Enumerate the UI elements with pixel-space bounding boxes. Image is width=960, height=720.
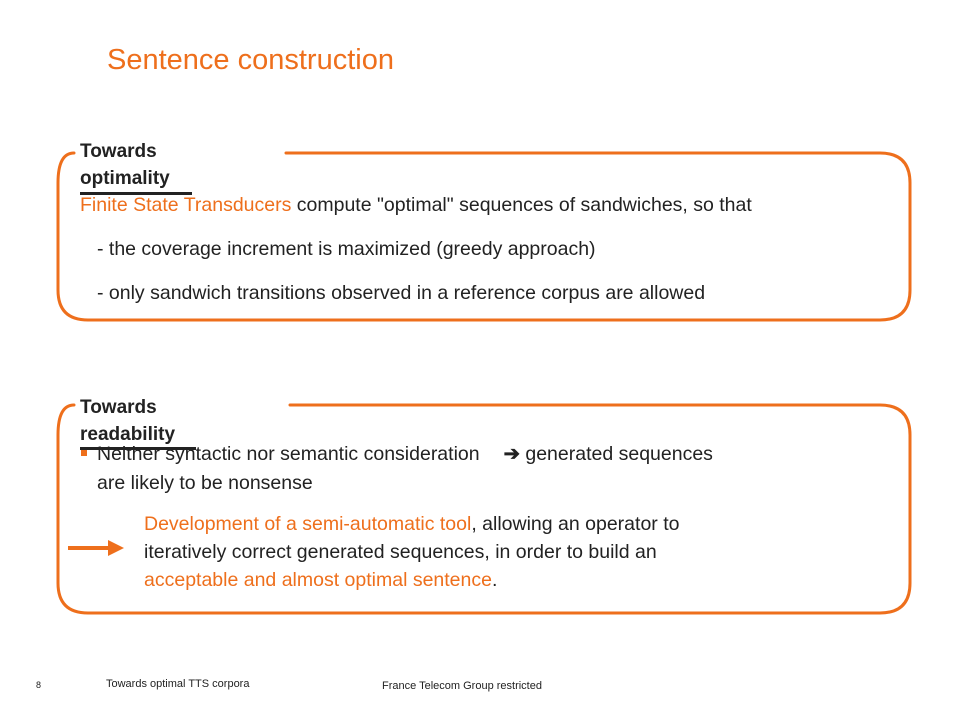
- bullet-square-icon: [81, 450, 87, 456]
- section1-highlight: Finite State Transducers: [80, 194, 292, 216]
- section1-label: Towards optimality: [80, 141, 170, 189]
- section1-line1: [80, 191, 752, 219]
- footer-classification: France Telecom Group restricted: [382, 680, 542, 692]
- section2-bullet-text-a: Neither syntactic nor semantic consideration: [97, 443, 480, 465]
- section2-bullet-line2: are likely to be nonsense: [97, 472, 313, 494]
- section2-bullet-text-b: generated sequences: [519, 443, 713, 465]
- section2-dev-rest-3: .: [491, 569, 498, 591]
- section2-dev-line2: iteratively correct generated sequences, in order to build an: [144, 541, 657, 563]
- double-arrow-icon: ➔: [503, 443, 520, 465]
- slide-title: Sentence construction: [107, 44, 394, 76]
- section2-dev-highlight-1: Development of a semi-automatic tool: [144, 513, 472, 535]
- section1-line1-rest: compute "optimal" sequences of sandwiches, so that: [291, 194, 752, 216]
- section1-line2: - the coverage increment is maximized (greedy approach): [97, 238, 596, 260]
- section2-bullet-line1: [81, 440, 713, 468]
- section2-dev-rest-1: , allowing an operator to: [471, 513, 680, 535]
- section2-dev-line1: [144, 510, 679, 538]
- section2-dev-line3: [144, 566, 497, 594]
- right-arrow-icon: [68, 540, 124, 556]
- footer-page-number: 8: [36, 680, 42, 690]
- section2-dev-highlight-3: acceptable and almost optimal sentence: [144, 569, 492, 591]
- section2-label: Towards readability: [80, 397, 176, 445]
- section1-line3: - only sandwich transitions observed in a reference corpus are allowed: [97, 282, 706, 304]
- footer-presentation-title: Towards optimal TTS corpora: [106, 678, 250, 690]
